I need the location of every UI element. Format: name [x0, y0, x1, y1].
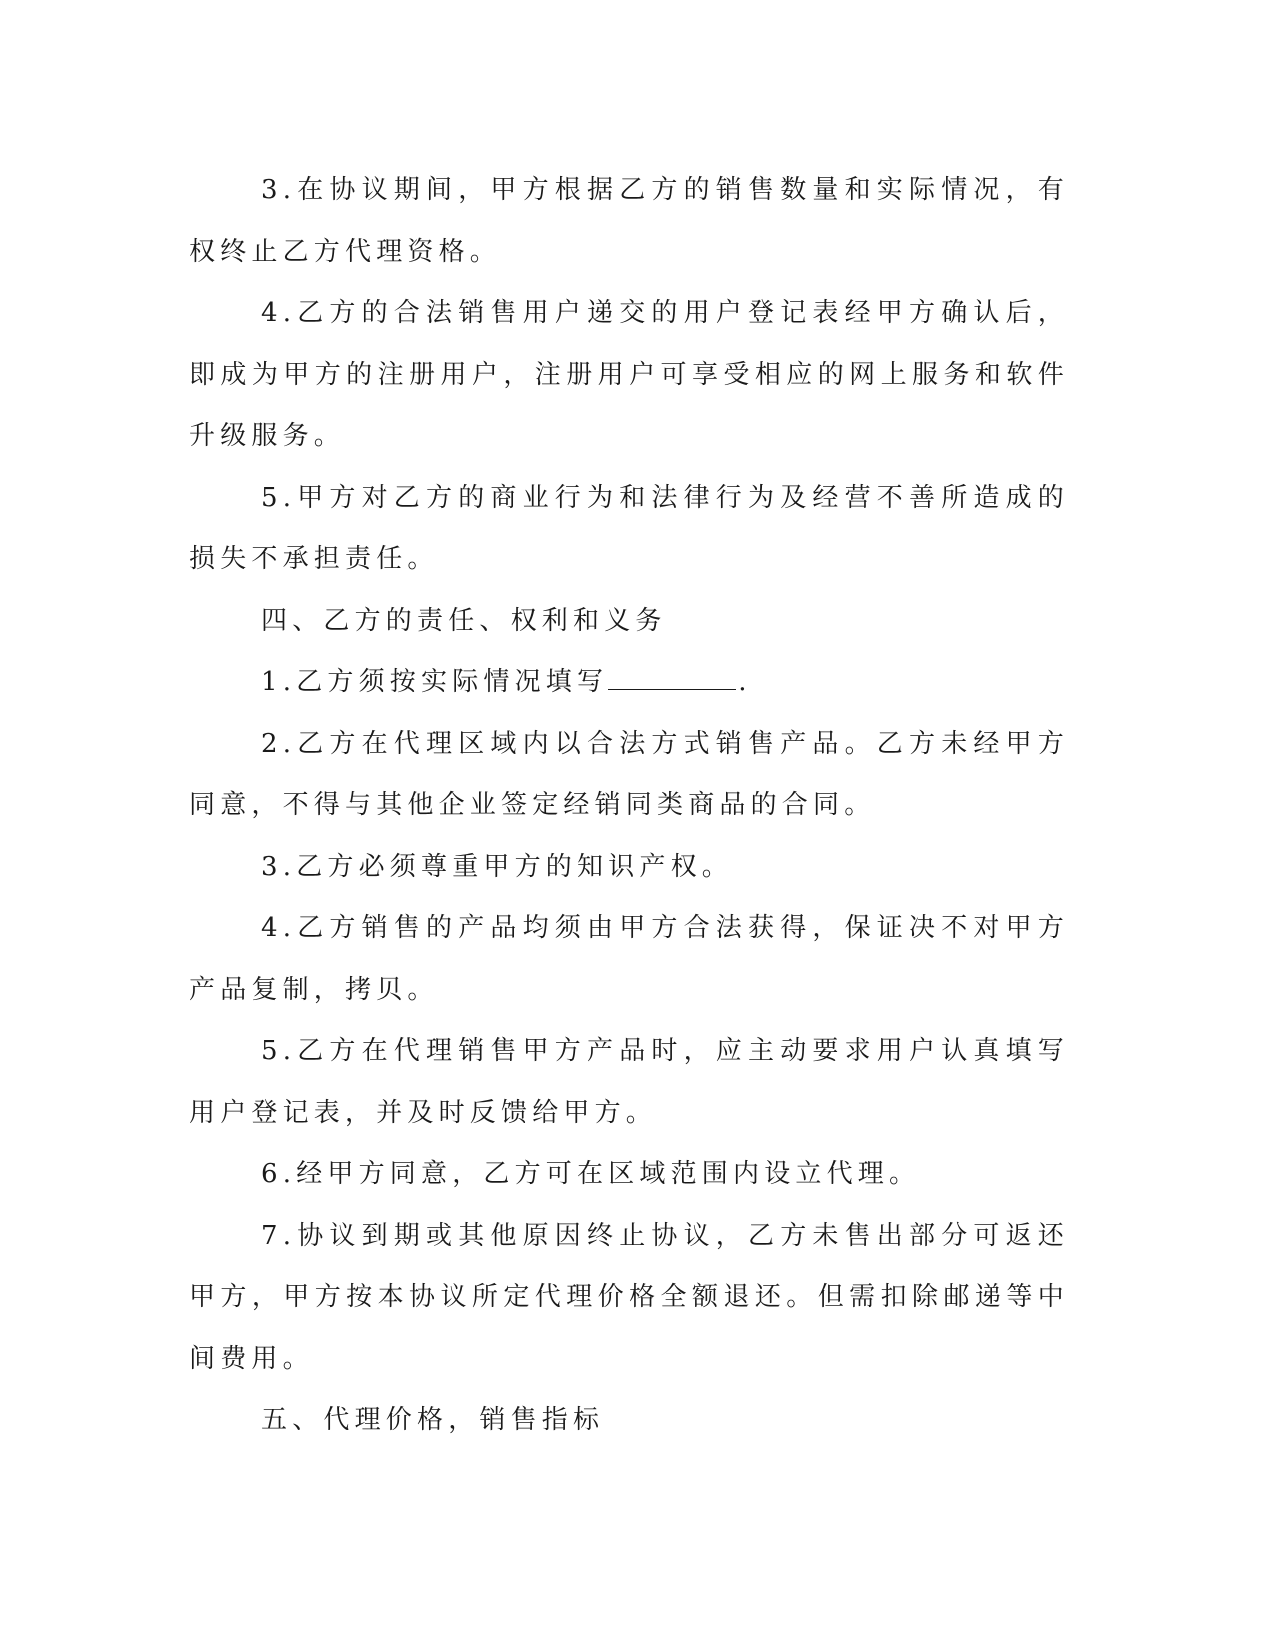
clause-b1-suffix: . — [738, 667, 752, 697]
clause-b2-legal-sales: 2.乙方在代理区域内以合法方式销售产品。乙方未经甲方同意，不得与其他企业签定经销同类商品的合同。 — [189, 728, 1069, 820]
clause-a4-registered-users: 4.乙方的合法销售用户递交的用户登记表经甲方确认后，即成为甲方的注册用户，注册用户可享受相应的网上服务和软件升级服务。 — [189, 298, 1069, 451]
clause-a5-no-liability: 5.甲方对乙方的商业行为和法律行为及经营不善所造成的损失不承担责任。 — [189, 482, 1069, 574]
clause-a3-terminate-qualification: 3.在协议期间，甲方根据乙方的销售数量和实际情况，有权终止乙方代理资格。 — [189, 175, 1069, 267]
fill-in-blank — [608, 665, 736, 690]
section-heading-4: 四、乙方的责任、权利和义务 — [261, 605, 667, 636]
section-heading-5: 五、代理价格，销售指标 — [261, 1405, 605, 1435]
clause-b5-user-registration: 5.乙方在代理销售甲方产品时，应主动要求用户认真填写用户登记表，并及时反馈给甲方。 — [189, 1036, 1069, 1128]
clause-b1-text: 1.乙方须按实际情况填写 — [261, 667, 609, 697]
clause-b7-returns: 7.协议到期或其他原因终止协议，乙方未售出部分可返还甲方，甲方按本协议所定代理价格全额退还。但需扣除邮递等中间费用。 — [189, 1220, 1069, 1374]
document-body — [189, 160, 1069, 1452]
clause-b4-no-copy: 4.乙方销售的产品均须由甲方合法获得，保证决不对甲方产品复制，拷贝。 — [189, 913, 1069, 1005]
clause-b1-fill-in — [189, 652, 1069, 714]
clause-b3-ip-rights: 3.乙方必须尊重甲方的知识产权。 — [261, 851, 734, 882]
clause-b6-sub-agents: 6.经甲方同意，乙方可在区域范围内设立代理。 — [261, 1159, 921, 1189]
